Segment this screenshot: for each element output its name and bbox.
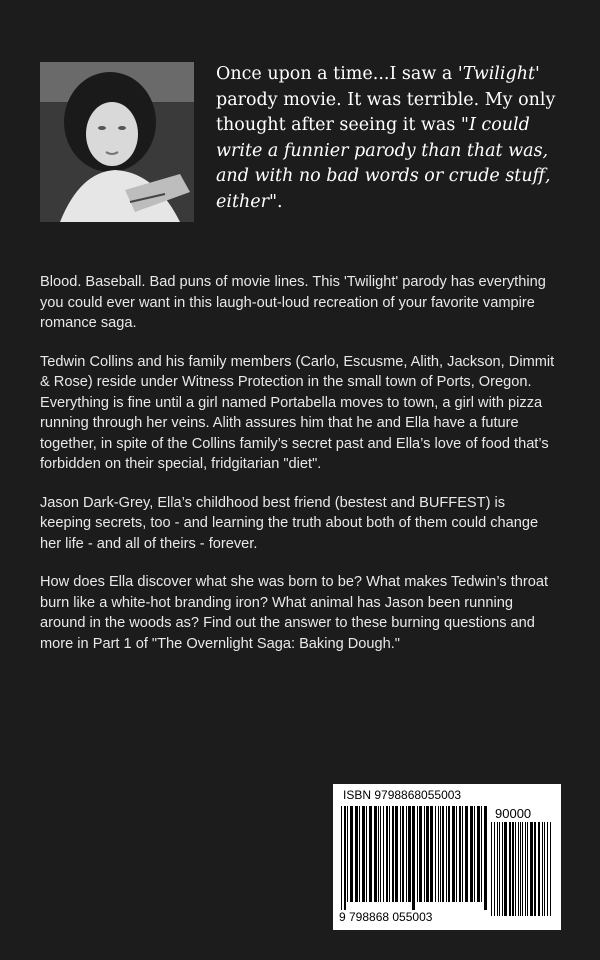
barcode-bar	[512, 822, 514, 916]
intro-quote-italic: I could write a funnier parody than that was, and with no bad words or crude stuff, either	[216, 115, 551, 212]
barcode-bar	[515, 822, 516, 916]
barcode-bar	[380, 806, 381, 902]
isbn-digits: 9 798868 055003	[339, 910, 433, 924]
intro-title-italic: Twilight	[462, 64, 536, 84]
price-code: 90000	[495, 806, 532, 821]
barcode-bar	[369, 806, 372, 902]
barcode-bar	[481, 806, 482, 902]
blurb-paragraph: How does Ella discover what she was born to be? What makes Tedwin’s throat burn like a white-hot branding iron? What animal has Jason been running around in the woods as? Find out the answer to these burning questions and more in Part 1 of "The Overnlight Saga: Baking Dough."	[40, 574, 549, 652]
barcode-bar	[430, 806, 433, 902]
barcode-bar	[491, 822, 492, 916]
barcode-bar	[350, 806, 353, 902]
barcode-bar	[499, 822, 500, 916]
barcode-bar	[395, 806, 398, 902]
barcode-bar	[452, 806, 455, 902]
book-blurb	[40, 272, 560, 672]
isbn-label: ISBN 9798868055003	[343, 788, 462, 802]
barcode-bar	[359, 806, 360, 902]
barcode-bar	[424, 806, 425, 902]
barcode-bar	[412, 806, 415, 910]
barcode-bar	[341, 806, 342, 910]
barcode-bar	[470, 806, 473, 902]
barcode-bar	[355, 806, 358, 902]
blurb-paragraph: Blood. Baseball. Bad puns of movie lines. This 'Twilight' parody has everything you could ever want in this laugh-out-loud recreation of your favorite vampire romance saga.	[40, 274, 546, 331]
barcode-addon-bars	[491, 822, 553, 924]
blurb-paragraph: Tedwin Collins and his family members (Carlo, Escusme, Alith, Jackson, Dimmit & Rose) reside under Witness Protection in the small town of Ports, Oregon. Everything is fine until a girl named Portabella moves to town, a girl with pizza running through her veins. Alith assures him that he and Ella have a future together, in spite of the Collins family’s secret past and Ella’s love of food that’s forbidden on their special, fridgitarian "diet".	[40, 353, 555, 472]
barcode-bar	[547, 822, 548, 916]
barcode-bar	[502, 822, 503, 916]
barcode-bar	[400, 806, 401, 902]
barcode-bar	[497, 822, 498, 916]
barcode-bar	[459, 806, 461, 902]
barcode-bar	[435, 806, 436, 902]
barcode-bar	[448, 806, 450, 902]
barcode-bar	[402, 806, 404, 902]
barcode-bar	[484, 806, 487, 910]
barcode-bars	[341, 806, 489, 910]
barcode-bar	[544, 822, 545, 916]
barcode-bar	[518, 822, 519, 916]
barcode-bar	[527, 822, 528, 916]
barcode-bar	[417, 806, 418, 902]
barcode-bar	[525, 822, 526, 916]
barcode-bar	[374, 806, 377, 902]
isbn-barcode	[333, 784, 561, 930]
author-photo	[40, 62, 194, 222]
barcode-bar	[550, 822, 551, 916]
barcode-bar	[383, 806, 384, 902]
barcode-bar	[378, 806, 379, 902]
intro-text: Once upon a time...I saw a 'Twilight' parody movie. It was terrible. My only thought after seeing it was "I could write a funnier parody than that was, and with no bad words or crude stuff, either".	[216, 64, 556, 212]
barcode-bar	[534, 822, 536, 916]
barcode-bar	[366, 806, 367, 902]
barcode-bar	[389, 806, 390, 902]
barcode-bar	[542, 822, 543, 916]
barcode-bar	[522, 822, 523, 916]
barcode-bar	[462, 806, 463, 902]
barcode-bar	[440, 806, 441, 902]
barcode-bar	[386, 806, 388, 902]
barcode-bar	[362, 806, 365, 902]
author-photo-image	[40, 62, 194, 222]
barcode-bar	[419, 806, 422, 902]
barcode-bar	[530, 822, 533, 916]
barcode-bar	[509, 822, 511, 916]
barcode-bar	[446, 806, 447, 902]
barcode-bar	[408, 806, 411, 902]
barcode-bar	[538, 822, 540, 916]
barcode-bar	[494, 822, 495, 916]
barcode-bar	[347, 806, 348, 902]
barcode-bar	[442, 806, 444, 902]
barcode-bar	[504, 822, 507, 916]
barcode-bar	[456, 806, 457, 902]
barcode-bar	[465, 806, 468, 902]
barcode-bar	[344, 806, 346, 910]
barcode-bar	[426, 806, 429, 902]
barcode-bar	[474, 806, 475, 902]
barcode-bar	[477, 806, 480, 902]
barcode-bar	[406, 806, 407, 902]
barcode-bar	[438, 806, 439, 902]
barcode-bar	[392, 806, 394, 902]
blurb-paragraph: Jason Dark-Grey, Ella’s childhood best friend (bestest and BUFFEST) is keeping secrets, too - and learning the truth about both of them could change her life - and all of theirs - forever.	[40, 494, 539, 552]
barcode-bar	[520, 822, 521, 916]
